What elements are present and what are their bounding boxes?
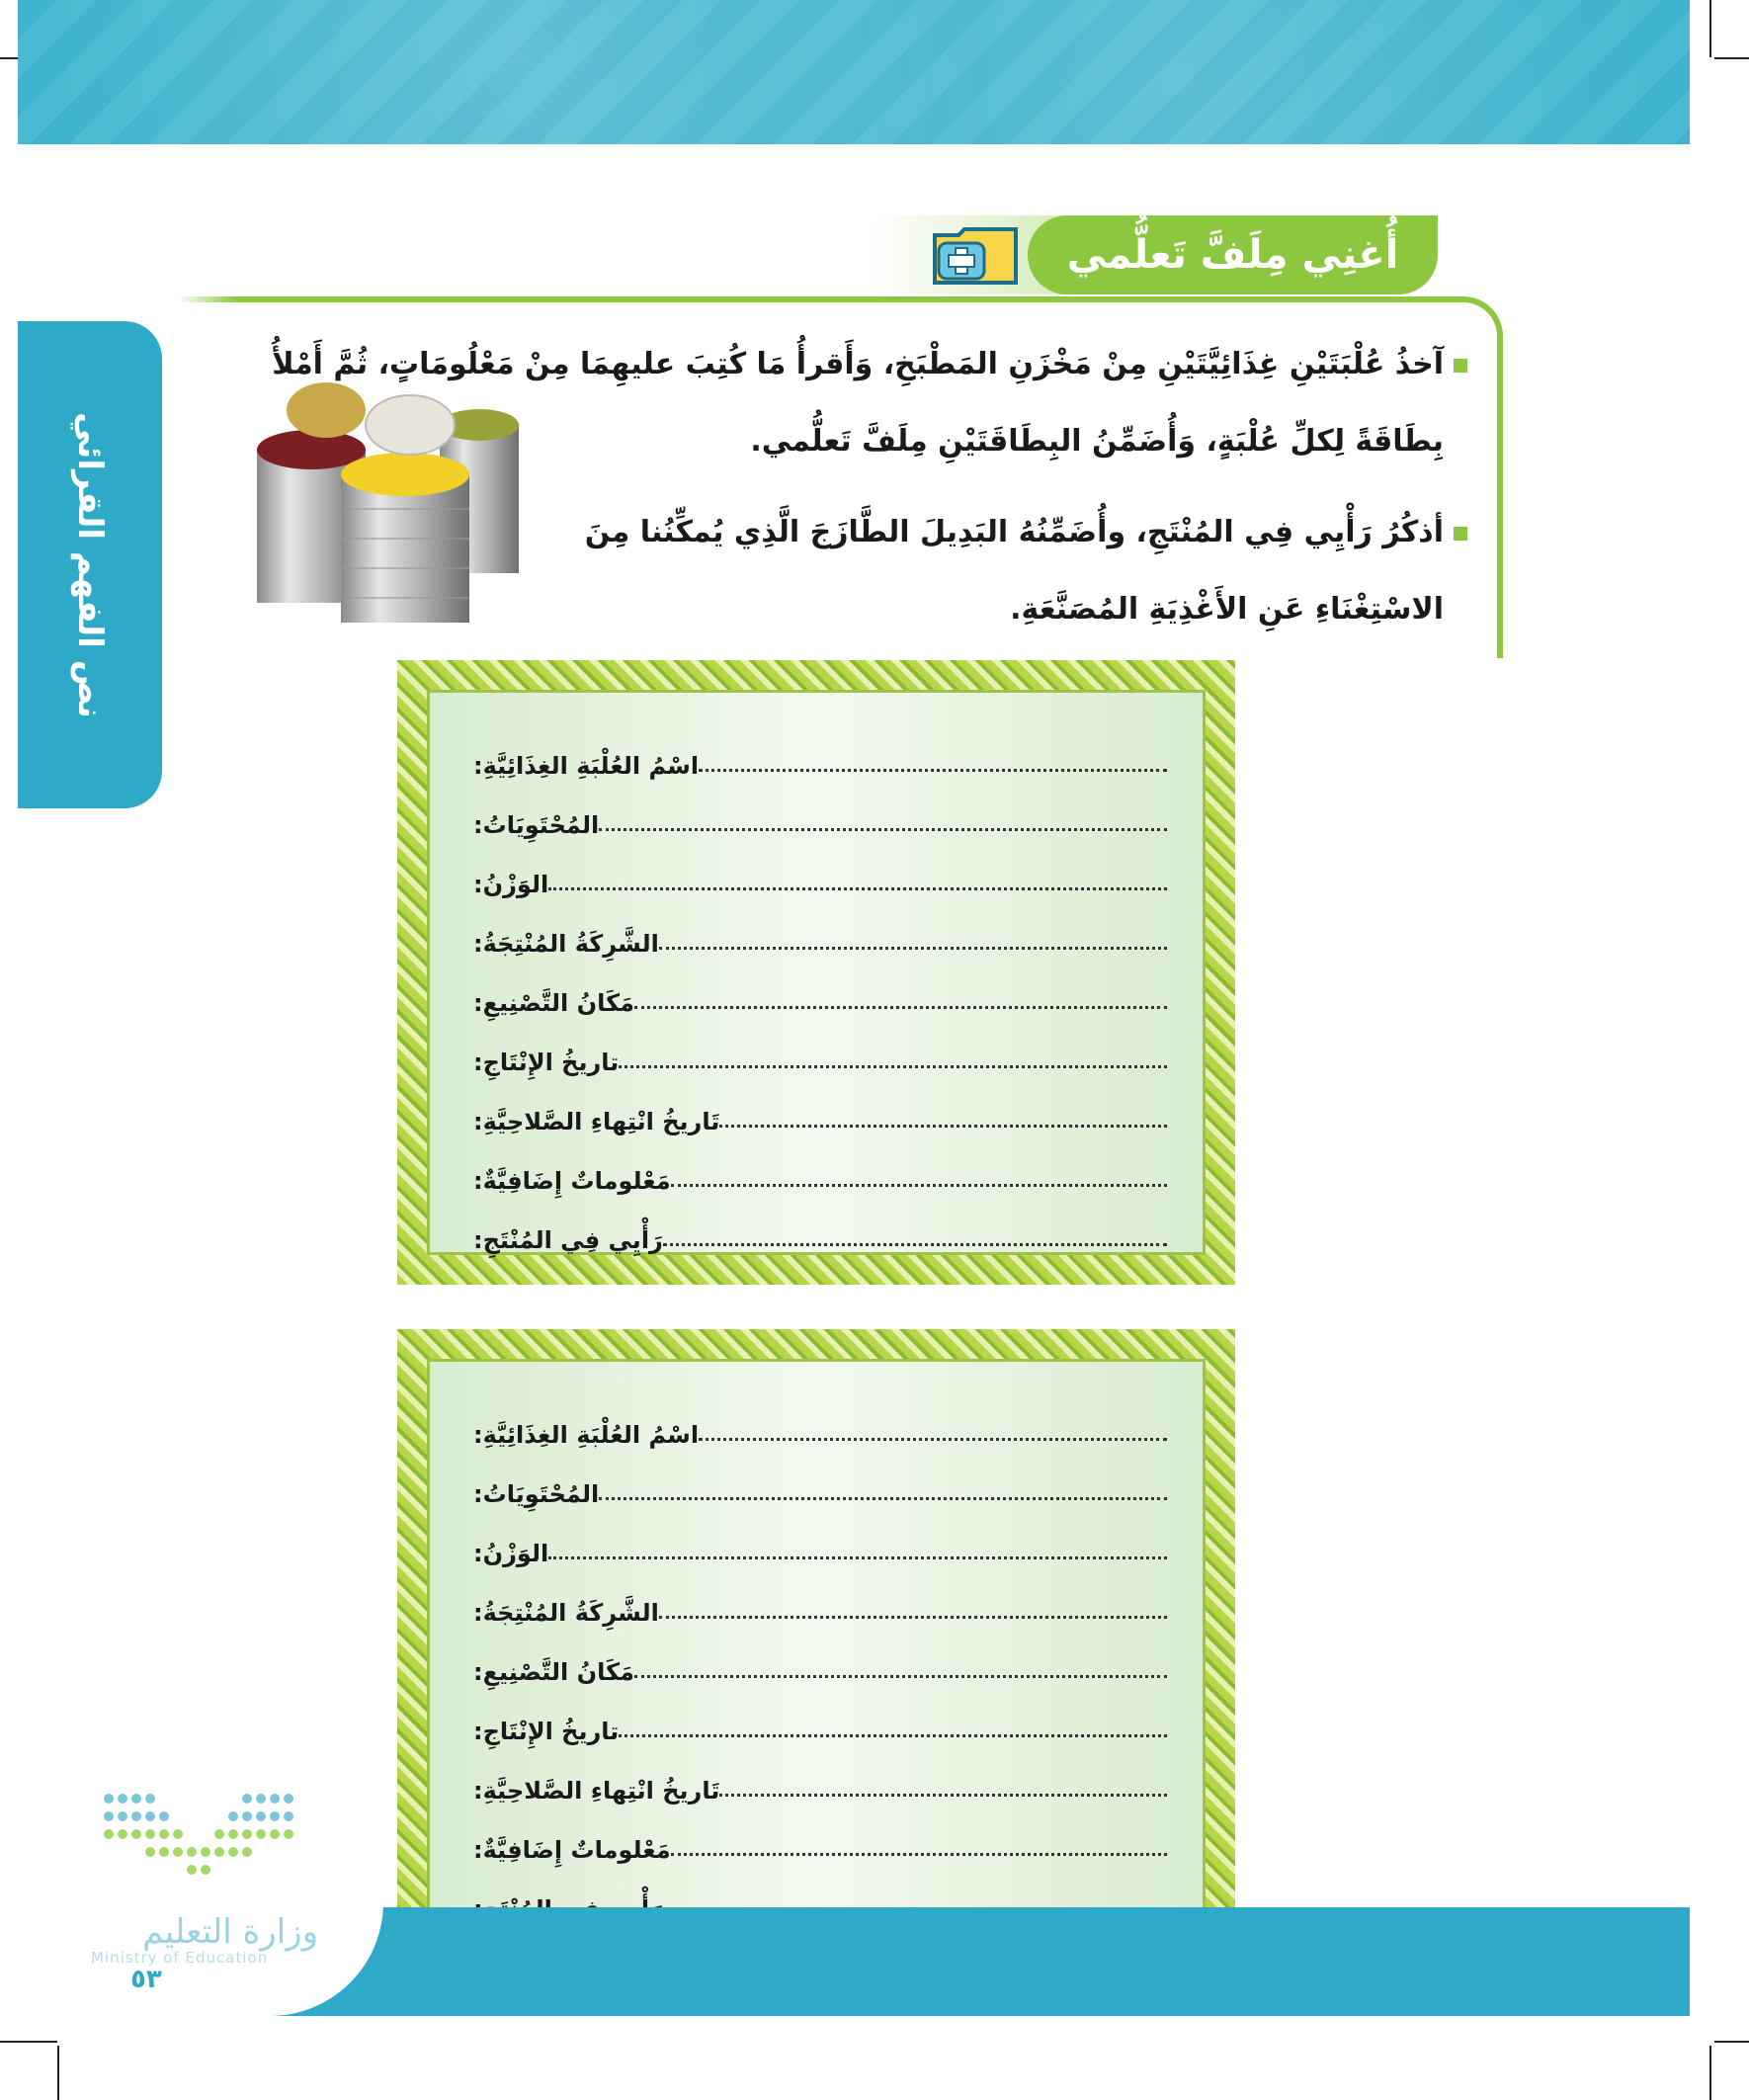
info-card-1 <box>397 660 1235 1285</box>
field-can-name[interactable]: اسْمُ العُلْبَةِ الغِذَائِيَّةِ: <box>465 740 1167 780</box>
field-manufacturer[interactable]: الشَّرِكَةُ المُنْتِجَةُ: <box>465 1587 1167 1627</box>
field-manufacturer[interactable]: الشَّرِكَةُ المُنْتِجَةُ: <box>465 918 1167 958</box>
crop-mark <box>1714 57 1749 59</box>
field-expiry-date[interactable]: تَاريخُ انْتِهاءِ الصَّلاحِيَّةِ: <box>465 1765 1167 1805</box>
canned-food-image <box>247 380 543 628</box>
folder-plus-icon <box>931 225 1020 287</box>
field-weight[interactable]: الوَزْنُ: <box>465 1528 1167 1567</box>
card-inner <box>427 1359 1206 1924</box>
ministry-name-ar: وزارة التعليم <box>142 1912 318 1952</box>
field-contents[interactable]: المُحْتَوِيَاتُ: <box>465 1469 1167 1508</box>
card-inner <box>427 690 1206 1255</box>
instruction-2-line-1: أذكُرُ رَأْيِي فِي المُنْتَجِ، وأُضَمِّنُهُ البَدِيلَ الطَّازَجَ الَّذِي يُمكِّنُنا مِنَ <box>585 494 1467 571</box>
section-title: أُغنِي مِلَفَّ تَعلُّمي <box>1028 215 1438 294</box>
field-place-of-manufacture[interactable]: مَكَانُ التَّصْنِيعِ: <box>465 1646 1167 1686</box>
field-additional-info[interactable]: مَعْلوماتٌ إِضَافِيَّةٌ: <box>465 1155 1167 1195</box>
instruction-2-line-2: الاسْتِغْنَاءِ عَنِ الأَغْذِيَةِ المُصَنَّعَةِ. <box>1010 592 1444 627</box>
field-weight[interactable]: الوَزْنُ: <box>465 859 1167 898</box>
field-place-of-manufacture[interactable]: مَكَانُ التَّصْنِيعِ: <box>465 977 1167 1017</box>
instruction-1-line-2: بِطَاقَةً لِكلِّ عُلْبَةٍ، وَأُضَمِّنُ البِطَاقَتَيْنِ مِلَفَّ تَعلُّمي. <box>750 424 1444 459</box>
field-additional-info[interactable]: مَعْلوماتٌ إِضَافِيَّةٌ: <box>465 1824 1167 1864</box>
field-opinion[interactable]: رَأْيِي فِي المُنْتَجِ: <box>465 1215 1167 1254</box>
field-production-date[interactable]: تاريخُ الإِنْتَاجِ: <box>465 1037 1167 1076</box>
bullet-icon <box>1454 359 1467 373</box>
crop-mark <box>1709 2046 1711 2100</box>
instruction-1-line-1: آخذُ عُلْبَتَيْنِ غِذَائِيَّتَيْنِ مِنْ مَخْزَنِ المَطْبَخِ، وَأَقرأُ مَا كُتِبَ عليهِمَا مِنْ مَعْلُومَاتٍ، ثُمَّ أَمْلأُ <box>272 326 1467 403</box>
ministry-name-en: Ministry of Education <box>91 1949 269 1967</box>
field-contents[interactable]: المُحْتَوِيَاتُ: <box>465 799 1167 839</box>
field-can-name[interactable]: اسْمُ العُلْبَةِ الغِذَائِيَّةِ: <box>465 1409 1167 1449</box>
crop-mark <box>1709 0 1711 57</box>
side-tab <box>18 321 162 808</box>
page-number: ٥٣ <box>130 1965 162 1994</box>
bullet-icon <box>1454 527 1467 541</box>
instruction-2 <box>585 494 1467 648</box>
info-card-2 <box>397 1329 1235 1954</box>
ministry-logo-icon <box>89 1779 316 1888</box>
field-production-date[interactable]: تاريخُ الإِنْتَاجِ: <box>465 1706 1167 1745</box>
side-tab-label: نص الفهم القرائي <box>70 411 110 718</box>
field-expiry-date[interactable]: تَاريخُ انْتِهاءِ الصَّلاحِيَّةِ: <box>465 1096 1167 1135</box>
crop-mark <box>1714 2041 1749 2043</box>
top-banner <box>18 0 1690 144</box>
crop-mark <box>57 2046 59 2100</box>
crop-mark <box>0 2041 57 2043</box>
